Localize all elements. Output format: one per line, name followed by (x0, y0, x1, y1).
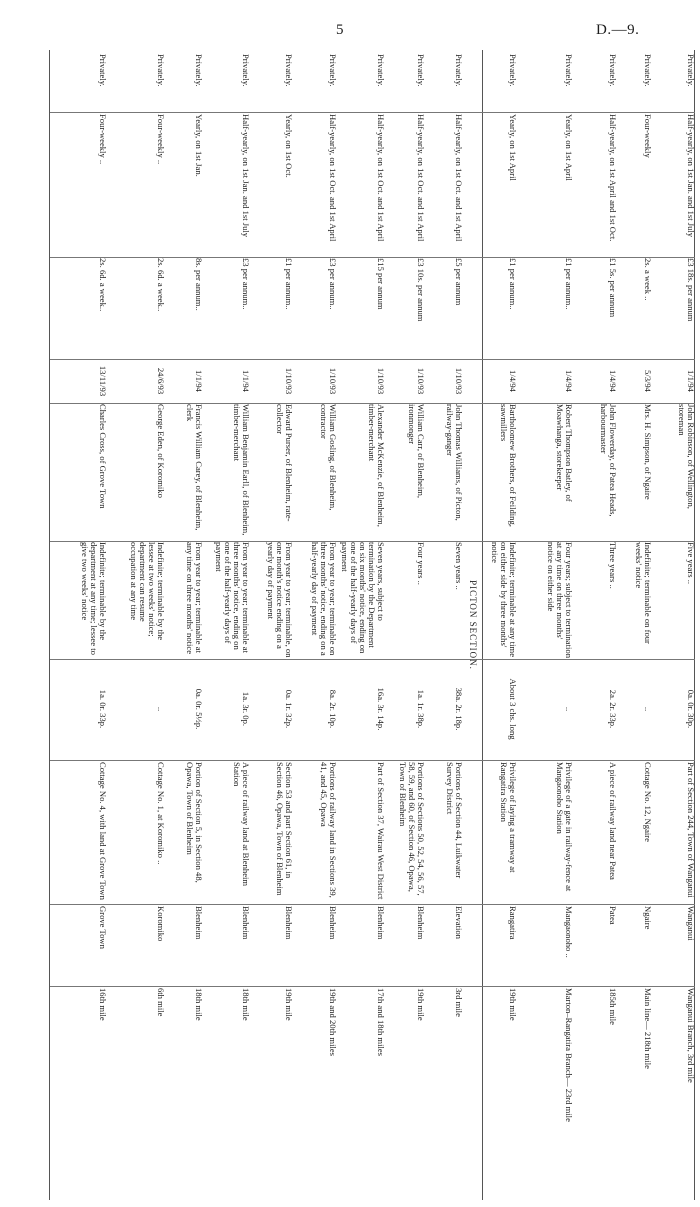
cell-term-of-lease: Three years .. (608, 542, 618, 589)
cell-area: 16a. 3r. 14p. (376, 687, 386, 731)
cell-rental: 2s. 6d. a week.. (98, 258, 108, 312)
cell-lessee: William Carr, of Blenheim, ironmonger (406, 404, 426, 499)
cell-rental: £1 per annum.. (564, 258, 574, 310)
cell-commencement-date: 1/1/94 (194, 370, 204, 392)
cell-station: Elevation (454, 906, 464, 939)
cell-station: Wanganui (686, 906, 696, 941)
table-row (433, 50, 463, 1200)
cell-mileage: 18th mile (194, 988, 204, 1021)
cell-rental: £1 per annum.. (508, 258, 518, 310)
cell-payment-terms: Half-yearly, on 1st Oct. and 1st April (416, 114, 426, 242)
cell-commencement-date: 1/4/94 (564, 370, 574, 392)
cell-mode-of-letting: Privately. (643, 54, 653, 87)
table-rule (482, 50, 483, 1200)
cell-mileage: 3rd mile (454, 988, 464, 1017)
cell-station: Blenheim (328, 906, 338, 940)
table-row (619, 50, 652, 1200)
cell-description: Portion of Section 5, in Section 48, Opawa, Town of Blenheim (184, 762, 204, 883)
cell-mode-of-letting: Privately. (98, 54, 108, 87)
cell-rental: £3 18s. per annum (686, 258, 696, 322)
cell-area: 1a. 1r. 38p. (416, 689, 426, 729)
cell-description: Portions of Sections 50, 52, 54, 56, 57, 58, 59, and 60, of Section 46, Opawa, Town of Blenheim (397, 762, 426, 896)
page-number: 5 (336, 22, 344, 38)
cell-station: Rangatira (508, 906, 518, 940)
cell-commencement-date: 1/10/93 (284, 367, 294, 395)
cell-rental: £15 per annum (376, 258, 386, 310)
cell-area: 0a. 0r. 5½p. (194, 688, 204, 730)
cell-mode-of-letting: Privately. (454, 54, 464, 87)
cell-station: Koromiko (156, 906, 166, 942)
cell-mileage: 19th mile (508, 988, 518, 1021)
cell-lessee: Bartholomew Brothers, of Feilding, sawmillers (498, 404, 518, 527)
cell-station: Blenheim (241, 906, 251, 940)
cell-term-of-lease: Indefinite; terminable by the lessee at two weeks' notice; department can resume occupation at any time (128, 542, 166, 641)
cell-mode-of-letting: Privately. (194, 54, 204, 87)
table-row (339, 50, 386, 1200)
cell-description: A piece of railway land near Patea (608, 762, 618, 880)
cell-lessee: Edward Purser, of Blenheim, rate-collector (274, 404, 294, 522)
cell-lessee: Charles Cross, of Grove Town (98, 404, 108, 509)
cell-mileage: 18th mile (241, 988, 251, 1021)
cell-mileage: 185th mile (608, 988, 618, 1025)
table-row (170, 50, 203, 1200)
cell-mode-of-letting: Privately. (241, 54, 251, 87)
cell-area: 0a. 0r. 30p. (686, 689, 696, 729)
cell-mode-of-letting: Privately. (564, 54, 574, 87)
cell-description: Portions of Section 44, Luikwater Survey District (444, 762, 464, 879)
cell-mileage: Marton–Rangatira Branch— 23rd mile (564, 988, 574, 1122)
cell-commencement-date: 1/10/93 (454, 367, 464, 395)
cell-term-of-lease: From year to year; terminable, on one month's notice ending on a yearly day of payment (265, 542, 294, 658)
cell-area: 8a. 2r. 10p. (328, 689, 338, 729)
cell-area: .. (643, 706, 653, 712)
cell-rental: 8s. per annum.. (194, 258, 204, 311)
cell-term-of-lease: Four years .. (416, 542, 426, 585)
cell-mode-of-letting: Privately. (508, 54, 518, 87)
cell-mileage: 19th mile (416, 988, 426, 1021)
table-row (205, 50, 250, 1200)
cell-payment-terms: Four-weekly .. (156, 114, 166, 165)
cell-area: 1a. 3r. 0p. (241, 691, 251, 727)
cell-rental: 2s. a week .. (643, 258, 653, 301)
cell-description: Privilege of laying a tramway at Rangatira Station (498, 762, 518, 873)
cell-mode-of-letting: Privately. (156, 54, 166, 87)
cell-lessee: John Robinson, of Wellington, storeman (676, 404, 696, 509)
cell-station: Blenheim (376, 906, 386, 940)
table-row (259, 50, 293, 1200)
cell-term-of-lease: Indefinite; terminable by the department at any time; lessee to give two weeks' notice (79, 542, 108, 655)
cell-payment-terms: Half-yearly, on 1st April and 1st Oct. (608, 114, 618, 242)
table-row (55, 50, 107, 1200)
cell-commencement-date: 13/11/93 (98, 365, 108, 397)
cell-area: 38a. 2r. 18p. (454, 687, 464, 731)
cell-station: Patea (608, 906, 618, 925)
cell-area: .. (564, 706, 574, 712)
cell-mode-of-letting: Privately. (608, 54, 618, 87)
cell-commencement-date: 1/4/94 (508, 370, 518, 392)
cell-description: Part of Section 37, Wairau West District (376, 762, 386, 900)
cell-term-of-lease: Indefinite; terminable on four weeks' notice (633, 542, 653, 644)
table-row (300, 50, 337, 1200)
cell-term-of-lease: From year to year; terminable at three months' notice, ending on one of the half-yearly days of payment (213, 542, 251, 653)
cell-term-of-lease: From year to year; terminable at any time on three months' notice (184, 542, 204, 655)
cell-mileage: 19th and 20th miles (328, 988, 338, 1057)
cell-mode-of-letting: Privately. (416, 54, 426, 87)
cell-station: Blenheim (194, 906, 204, 940)
cell-commencement-date: 1/1/94 (241, 370, 251, 392)
cell-term-of-lease: From year to year; terminable on three months' notice, ending on a half-yearly day of payment (309, 542, 338, 656)
cell-term-of-lease: Seven years, subject to termination by the Department on six months' notice, ending on one of the half-yearly days of payment (339, 542, 386, 654)
cell-rental: £3 per annum.. (241, 258, 251, 310)
cell-rental: 2s. 6d. a week.. (156, 258, 166, 312)
cell-rental: £3 per annum.. (328, 258, 338, 310)
cell-description: Cottage No. 1, at Koromiko .. (156, 762, 166, 865)
cell-mileage: Main line— 218th mile (643, 988, 653, 1069)
cell-commencement-date: 1/10/93 (416, 367, 426, 395)
cell-payment-terms: Four-weekly (643, 114, 653, 158)
cell-area: .. (156, 706, 166, 712)
cell-lessee: Alexander McKenzie, of Blenheim, timber-merchant (366, 404, 386, 527)
cell-payment-terms: Half-yearly, on 1st Oct. and 1st April (454, 114, 464, 242)
document-reference: D.—9. (596, 22, 640, 38)
cell-lessee: John Thomas Williams, of Picton, railway-ganger (444, 404, 464, 521)
cell-area: 2a. 2r. 33p. (608, 689, 618, 729)
cell-lessee: William Benjamin Earll, of Blenheim, timber-merchant (231, 404, 251, 536)
table-row (577, 50, 617, 1200)
cell-area: 0a. 1r. 32p. (284, 689, 294, 729)
cell-payment-terms: Half-yearly, on 1st Oct. and 1st April (376, 114, 386, 242)
cell-mode-of-letting: Privately. (376, 54, 386, 87)
cell-commencement-date: 1/1/94 (686, 370, 696, 392)
cell-description: Cottage No. 4, with land at Grove Town (98, 762, 108, 900)
cell-lessee: George Eden, of Koromiko (156, 404, 166, 498)
cell-lessee: John Flowerday, of Patea Heads, harbourmaster (598, 404, 618, 517)
cell-mode-of-letting: Privately. (686, 54, 696, 87)
cell-commencement-date: 1/10/93 (376, 367, 386, 395)
cell-station: Ngaire (643, 906, 653, 930)
cell-rental: £3 10s. per annum (416, 258, 426, 322)
cell-rental: £5 per annum (454, 258, 464, 306)
cell-rental: £1 5s. per annum (608, 258, 618, 318)
cell-commencement-date: 1/4/94 (608, 370, 618, 392)
cell-lessee: Francis William Carey, of Blenheim, clerk (184, 404, 204, 531)
cell-commencement-date: 24/6/93 (156, 367, 166, 395)
table-rule (49, 50, 50, 1200)
cell-lessee: William Gosling, of Blenheim, contractor (318, 404, 338, 511)
cell-mileage: 19th mile (284, 988, 294, 1021)
cell-term-of-lease: Five years .. (686, 542, 696, 585)
cell-payment-terms: Half-yearly, on 1st Jan. and 1st July (686, 114, 696, 238)
cell-mode-of-letting: Privately. (328, 54, 338, 87)
cell-commencement-date: 1/10/93 (328, 367, 338, 395)
cell-payment-terms: Yearly, on 1st Jan. (194, 114, 204, 177)
cell-payment-terms: Yearly, on 1st April (564, 114, 574, 181)
cell-lessee: Robert Thompson Batley, of Moawhanga, storekeeper (554, 404, 574, 502)
cell-station: Mangaonoho .. (564, 906, 574, 958)
cell-payment-terms: Half-yearly, on 1st Oct. and 1st April (328, 114, 338, 242)
table-row (657, 50, 695, 1200)
cell-commencement-date: 5/3/94 (643, 370, 653, 392)
cell-description: Privilege of a gate in railway-fence at Mangaonoho Station (554, 762, 574, 892)
cell-lessee: Mrs. H. Simpson, of Ngaire (643, 404, 653, 500)
cell-payment-terms: Yearly, on 1st Oct. (284, 114, 294, 178)
cell-term-of-lease: Seven years .. (454, 542, 464, 590)
cell-term-of-lease: Four years; subject to termination at any time on three months' notice on either side (545, 542, 574, 658)
table-row (487, 50, 517, 1200)
cell-rental: £1 per annum.. (284, 258, 294, 310)
table-row (113, 50, 165, 1200)
cell-term-of-lease: Indefinite; terminable at any time on either side by three months' notice (489, 542, 518, 658)
cell-mileage: Wanganui Branch, 3rd mile (686, 988, 696, 1083)
leases-table (50, 50, 695, 1200)
cell-mileage: 16th mile (98, 988, 108, 1021)
cell-area: 1a. 0r. 33p. (98, 689, 108, 729)
table-row (520, 50, 573, 1200)
cell-description: Portions of railway land in Sections 39, 41, and 45, Opawa (318, 762, 338, 898)
cell-area: About 3 chs. long (508, 678, 518, 740)
cell-mileage: 17th and 18th miles (376, 988, 386, 1057)
cell-station: Blenheim (416, 906, 426, 940)
cell-description: A piece of railway land at Blenheim Station (231, 762, 251, 887)
section-title: PICTON SECTION. (468, 580, 478, 670)
cell-description: Cottage No. 12, Ngaire (643, 762, 653, 842)
cell-payment-terms: Four-weekly .. (98, 114, 108, 165)
cell-payment-terms: Half-yearly, on 1st Jan. and 1st July (241, 114, 251, 238)
cell-mileage: 6th mile (156, 988, 166, 1017)
cell-station: Grove Town (98, 906, 108, 949)
cell-station: Blenheim (284, 906, 294, 940)
cell-payment-terms: Yearly, on 1st April (508, 114, 518, 181)
cell-description: Section 53 and part Section 61, in Section 46, Opawa, Town of Blenheim (274, 762, 294, 896)
cell-description: Part of Section 244, Town of Wanganui (686, 762, 696, 898)
table-row (390, 50, 425, 1200)
cell-mode-of-letting: Privately. (284, 54, 294, 87)
